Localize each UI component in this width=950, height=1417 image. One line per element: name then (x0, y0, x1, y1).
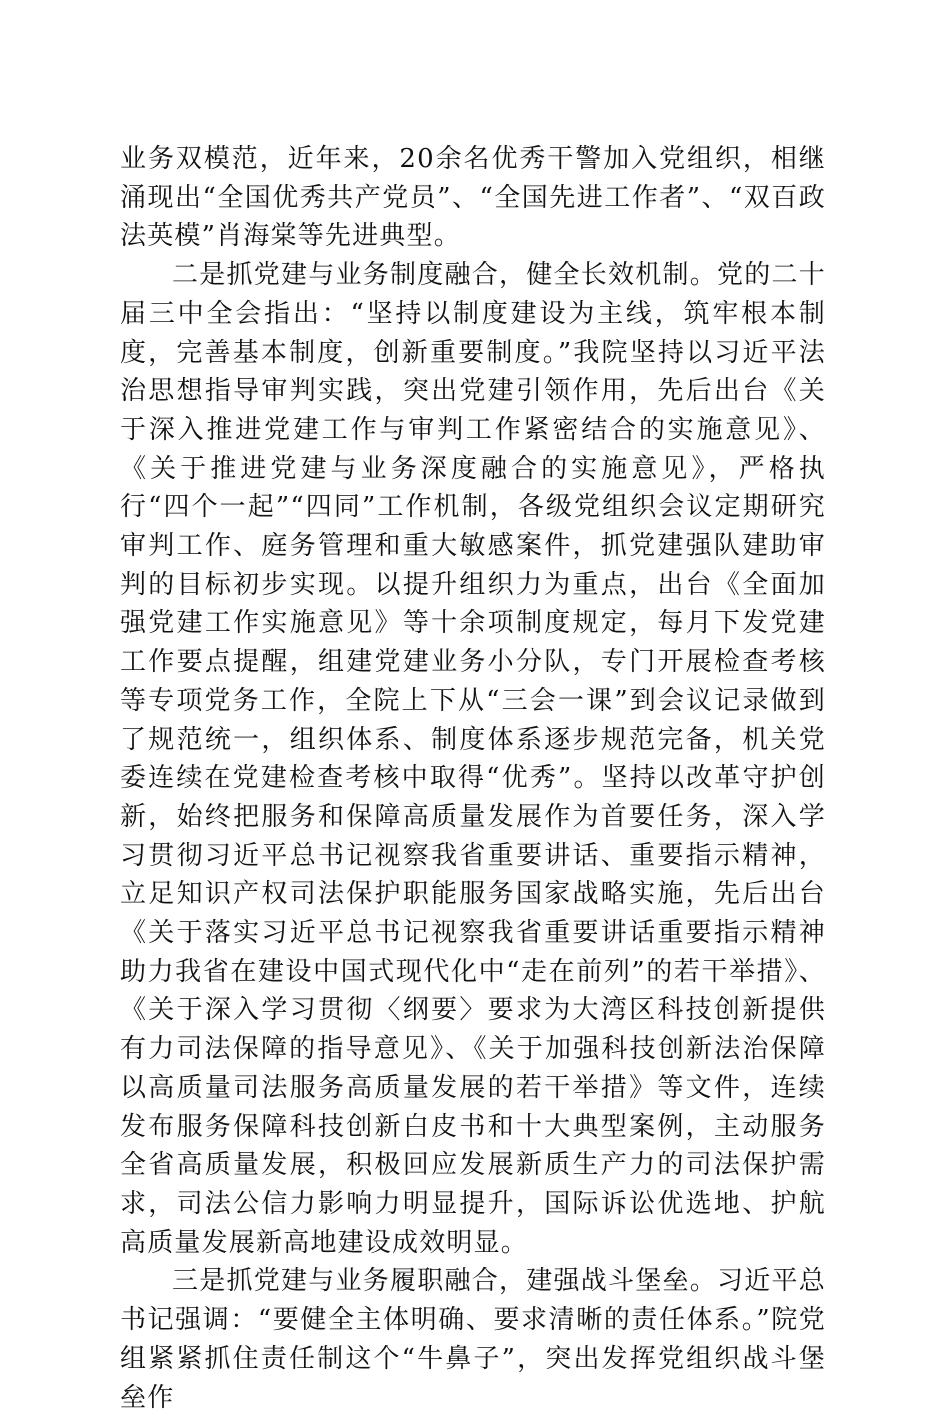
paragraph-continuation: 业务双模范，近年来，20余名优秀干警加入党组织，相继涌现出“全国优秀共产党员”、“全国先进工作者”、“双百政法英模”肖海棠等先进典型。 (120, 144, 826, 252)
paragraph-party-building-duty: 三是抓党建与业务履职融合，建强战斗堡垒。习近平总书记强调：“要健全主体明确、要求清晰的责任体系。”院党组紧紧抓住责任制这个“牛鼻子”，突出发挥党组织战斗堡垒作 (120, 1266, 826, 1413)
document-body (120, 140, 826, 1417)
paragraph-party-building-system: 二是抓党建与业务制度融合，健全长效机制。党的二十届三中全会指出：“坚持以制度建设为主线，筑牢根本制度，完善基本制度，创新重要制度。”我院坚持以习近平法治思想指导审判实践，突出党建引领作用，先后出台《关于深入推进党建工作与审判工作紧密结合的实施意见》、《关于推进党建与业务深度融合的实施意见》，严格执行“四个一起”“四同”工作机制，各级党组织会议定期研究审判工作、庭务管理和重大敏感案件，抓党建强队建助审判的目标初步实现。以提升组织力为重点，出台《全面加强党建工作实施意见》等十余项制度规定，每月下发党建工作要点提醒，组建党建业务小分队，专门开展检查考核等专项党务工作，全院上下从“三会一课”到会议记录做到了规范统一，组织体系、制度体系逐步规范完备，机关党委连续在党建检查考核中取得“优秀”。坚持以改革守护创新，始终把服务和保障高质量发展作为首要任务，深入学习贯彻习近平总书记视察我省重要讲话、重要指示精神，立足知识产权司法保护职能服务国家战略实施，先后出台《关于落实习近平总书记视察我省重要讲话重要指示精神助力我省在建设中国式现代化中“走在前列”的若干举措》、《关于深入学习贯彻〈纲要〉要求为大湾区科技创新提供有力司法保障的指导意见》、《关于加强科技创新法治保障以高质量司法服务高质量发展的若干举措》等文件，连续发布服务保障科技创新白皮书和十大典型案例，主动服务全省高质量发展，积极回应发展新质生产力的司法保护需求，司法公信力影响力明显提升，国际诉讼优选地、护航高质量发展新高地建设成效明显。 (120, 260, 826, 1258)
